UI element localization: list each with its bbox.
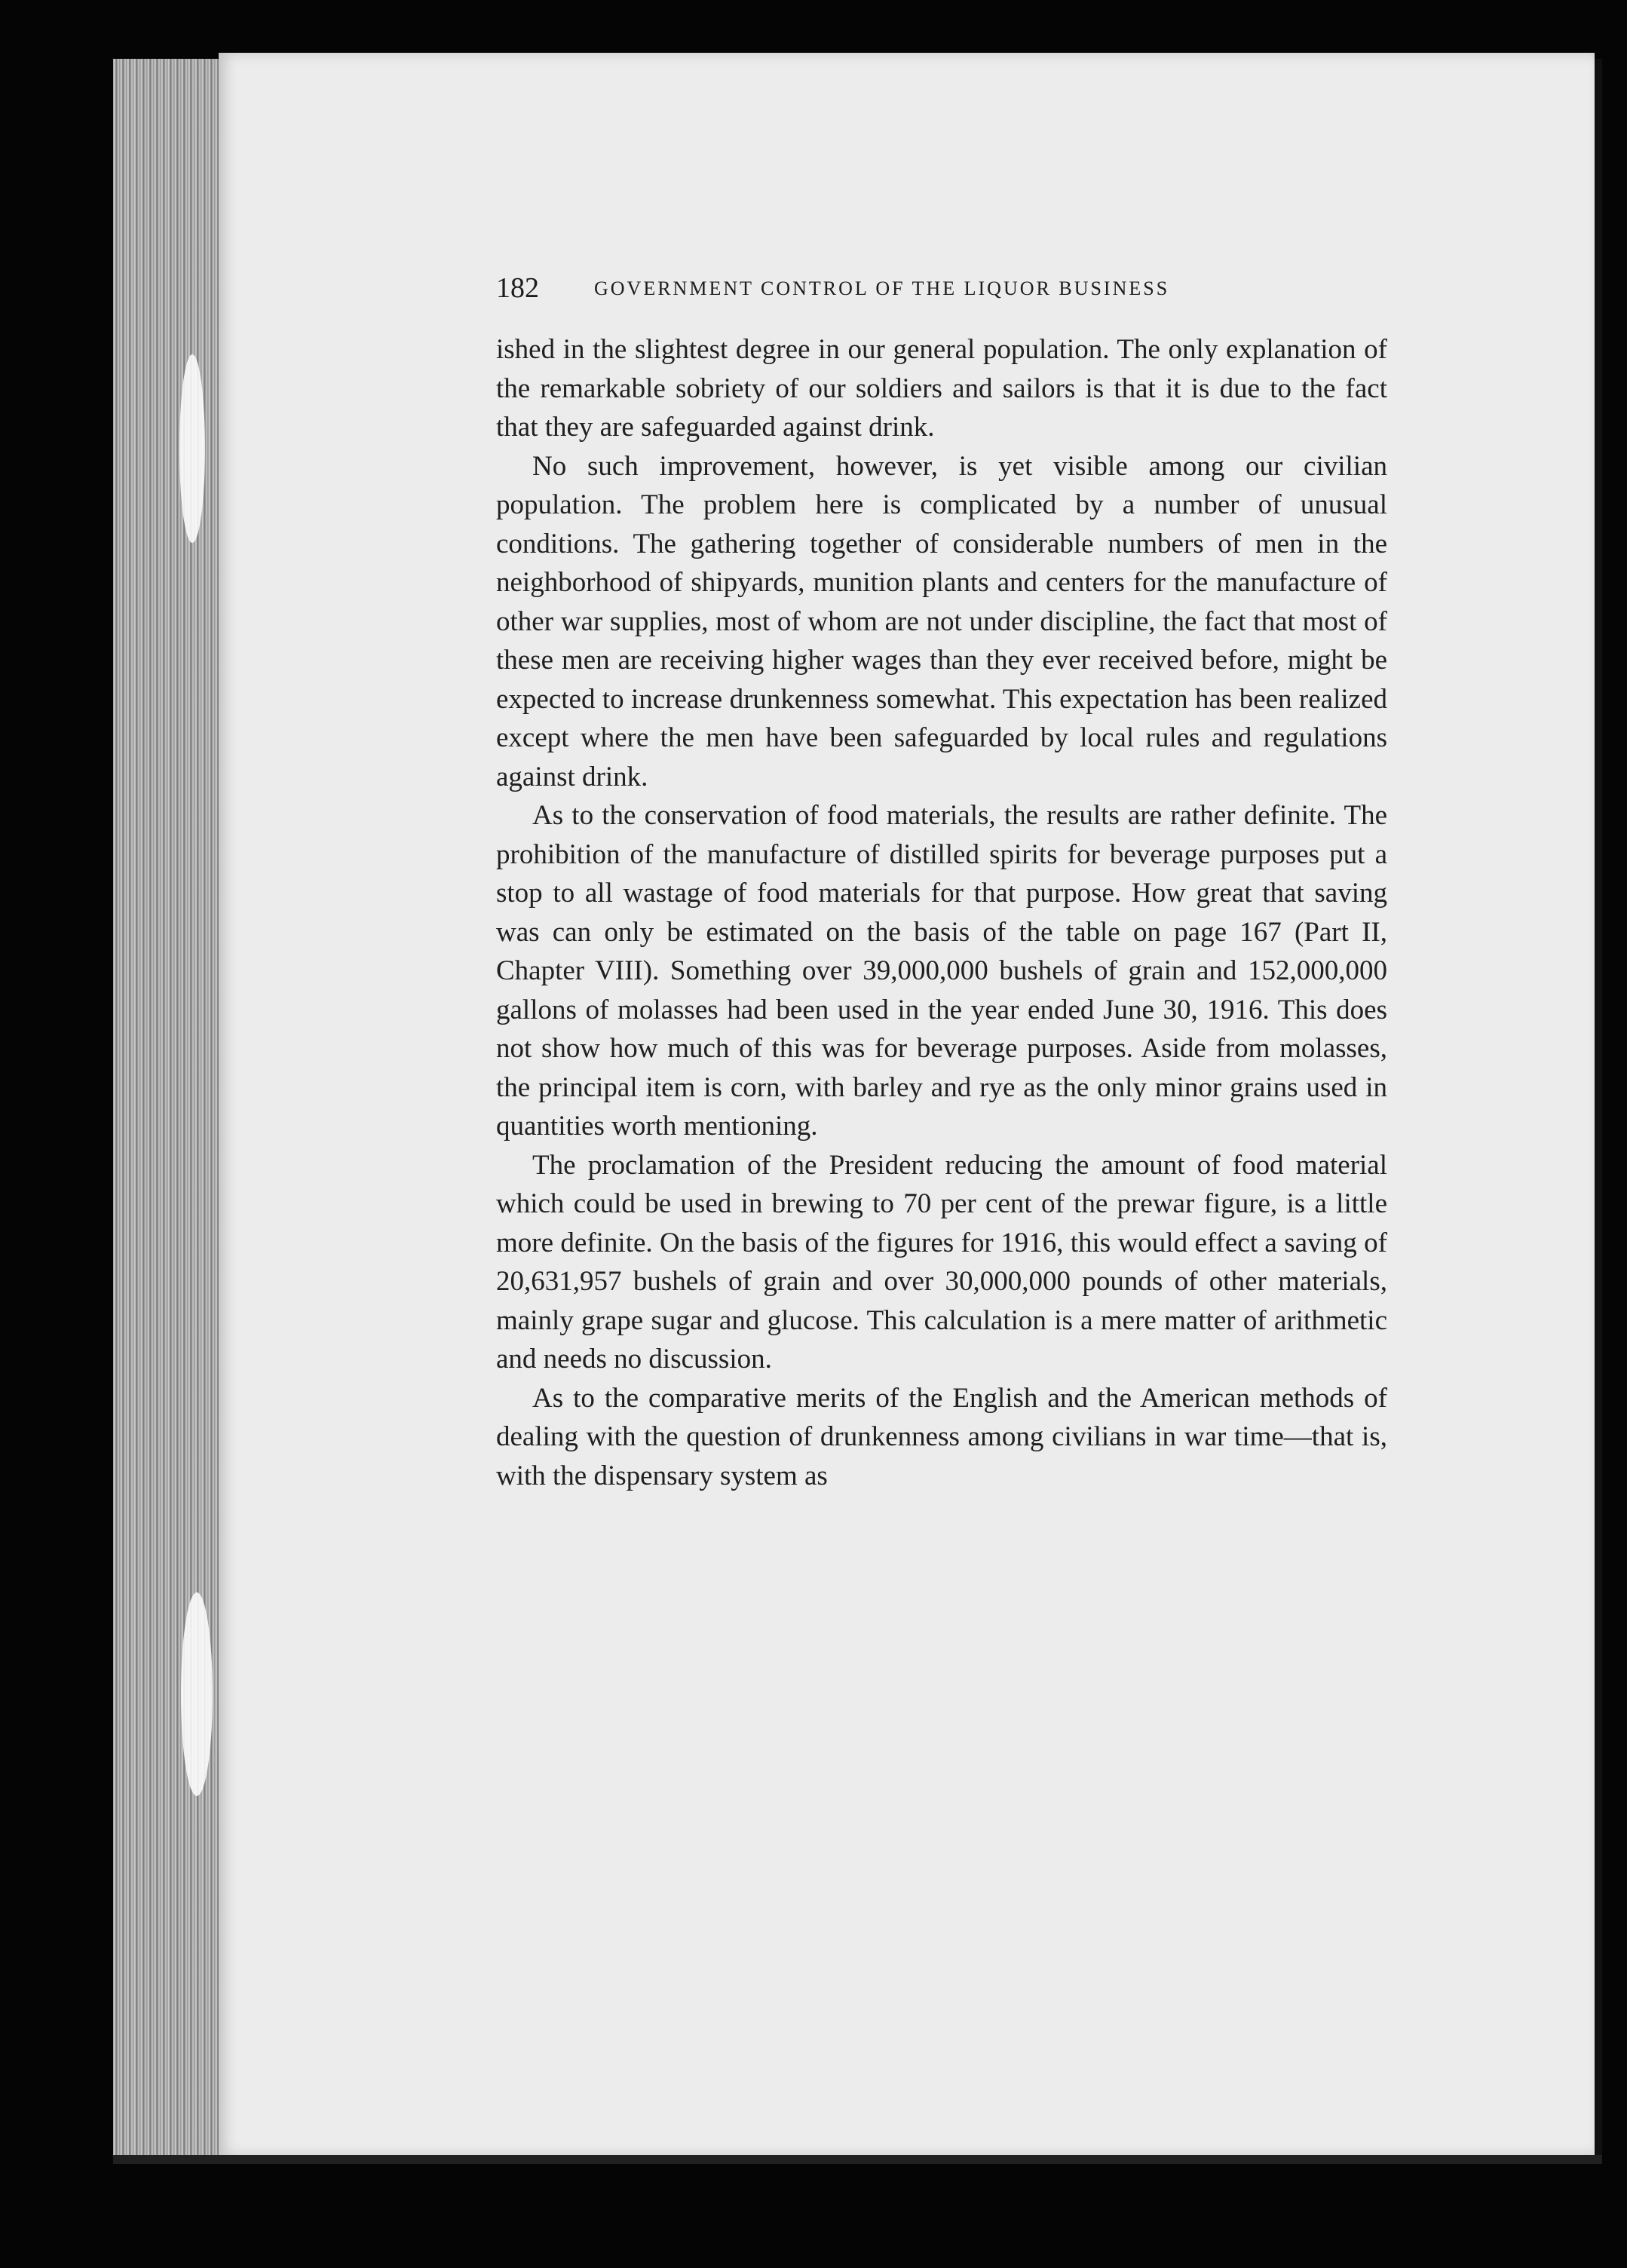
book-page-edges	[113, 59, 226, 2155]
scan-smudge	[181, 1592, 213, 1796]
page-bottom-shadow	[113, 2155, 1602, 2164]
scan-smudge	[179, 354, 205, 543]
paragraph-5: As to the comparative merits of the English and the American methods of dealing with the question of drunkenness among civilians in war time—that is, with the dispensary system as	[496, 1382, 1387, 1491]
paragraph-4: The proclamation of the President reducing the amount of food material which could be used in brewing to 70 per cent of the prewar figure, is a little more definite. On the basis of the figures for 1916, this would effect a saving of 20,631,957 bushels of grain and over 30,000,000 pounds of other materials, mainly grape sugar and glucose. This calculation is a mere matter of arithmetic and needs no discussion.	[496, 1149, 1387, 1375]
page-number: 182	[496, 272, 539, 304]
facing-page-edge	[1595, 59, 1602, 2155]
page-body	[496, 330, 1387, 1495]
page-header	[496, 271, 1387, 309]
paragraph-1: ished in the slightest degree in our general population. The only explanation of the remarkable sobriety of our soldiers and sailors is that it is due to the fact that they are safeguarded against drink.	[496, 334, 1387, 443]
paragraph-2: No such improvement, however, is yet visible among our civilian population. The problem here is complicated by a number of unusual conditions. The gathering together of considerable numbers of men in the neighborhood of shipyards, munition plants and centers for the manufacture of other war supplies, most of whom are not under discipline, the fact that most of these men are receiving higher wages than they ever received before, might be expected to increase drunkenness somewhat. This expectation has been realized except where the men have been safeguarded by local rules and regulations against drink.	[496, 450, 1387, 792]
paragraph-3: As to the conservation of food materials, the results are rather definite. The prohibition of the manufacture of distilled spirits for beverage purposes put a stop to all wastage of food materials for that purpose. How great that saving was can only be estimated on the basis of the table on page 167 (Part II, Chapter VIII). Something over 39,000,000 bushels of grain and 152,000,000 gallons of molasses had been used in the year ended June 30, 1916. This does not show how much of this was for beverage purposes. Aside from molasses, the principal item is corn, with barley and rye as the only minor grains used in quantities worth mentioning.	[496, 800, 1387, 1142]
running-title: GOVERNMENT CONTROL OF THE LIQUOR BUSINESS	[594, 277, 1170, 299]
